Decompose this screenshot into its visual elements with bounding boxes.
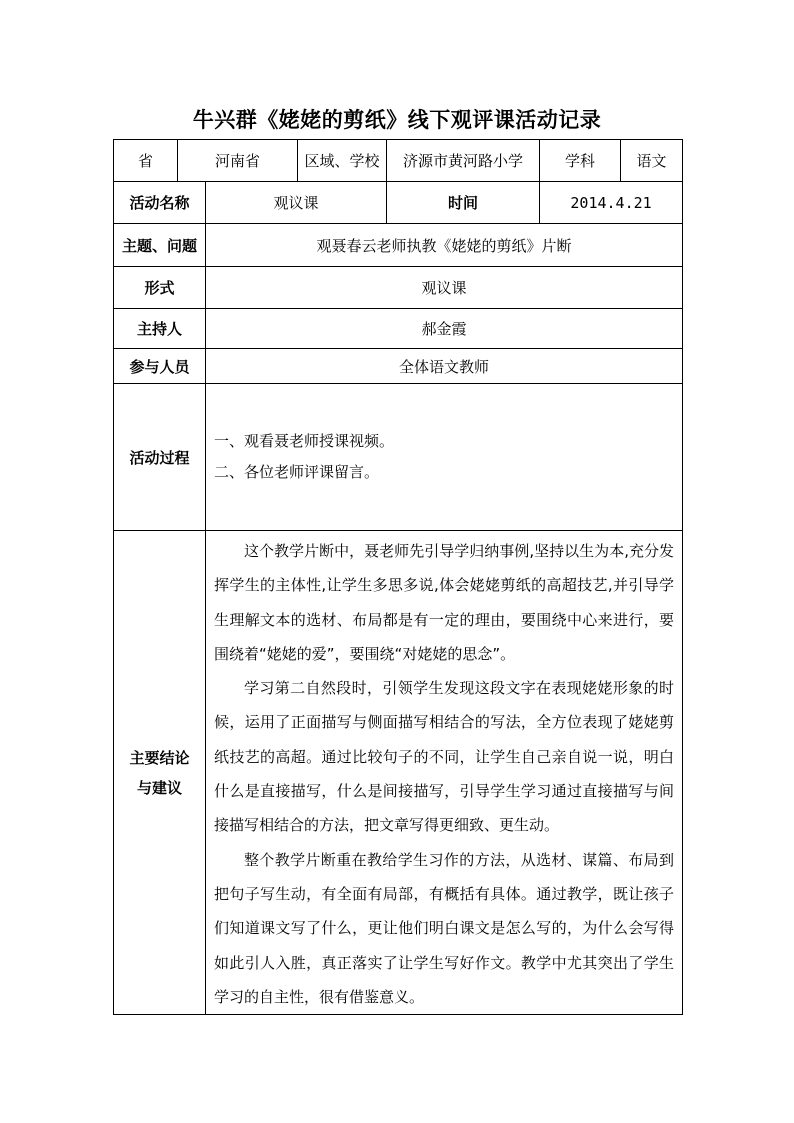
row-activity xyxy=(114,182,683,224)
process-items xyxy=(206,384,683,531)
time-label: 时间 xyxy=(387,182,540,224)
activity-record-table xyxy=(113,139,683,1015)
participants-label: 参与人员 xyxy=(114,349,206,384)
row-process xyxy=(114,384,683,531)
row-participants xyxy=(114,349,683,384)
conclusion-label xyxy=(114,531,206,1015)
conclusion-paragraph: 学习第二自然段时，引领学生发现这段文字在表现姥姥形象的时候，运用了正面描写与侧面描写相结合的写法，全方位表现了姥姥剪纸技艺的高超。通过比较句子的不同，让学生自己亲自说一说，明白什么是直接描写，什么是间接描写，引导学生学习通过直接描写与间接描写相结合的方法，把文章写得更细致、更生动。 xyxy=(214,679,675,835)
subject-value: 语文 xyxy=(621,140,683,182)
conclusion-paragraph: 整个教学片断重在教给学生习作的方法，从选材、谋篇、布局到把句子写生动，有全面有局部，有概括有具体。通过教学，既让孩子们知道课文写了什么，更让他们明白课文是怎么写的，为什么会写得如此引人入胜，真正落实了让学生写好作文。教学中尤其突出了学生学习的自主性，很有借鉴意义。 xyxy=(214,850,675,1006)
conclusion-label-line: 主要结论 xyxy=(129,748,190,767)
row-topic xyxy=(114,224,683,267)
area-label: 区域、学校 xyxy=(298,140,387,182)
process-item: 二、各位老师评课留言。 xyxy=(214,463,380,481)
host-value: 郝金霞 xyxy=(206,309,683,349)
process-item: 一、观看聂老师授课视频。 xyxy=(214,432,395,450)
row-form xyxy=(114,267,683,309)
subject-label: 学科 xyxy=(540,140,621,182)
process-label: 活动过程 xyxy=(114,384,206,531)
province-value: 河南省 xyxy=(178,140,298,182)
row-location xyxy=(114,140,683,182)
form-label: 形式 xyxy=(114,267,206,309)
form-value: 观议课 xyxy=(206,267,683,309)
row-host xyxy=(114,309,683,349)
province-label: 省 xyxy=(114,140,178,182)
activity-name-value: 观议课 xyxy=(206,182,387,224)
host-label: 主持人 xyxy=(114,309,206,349)
participants-value: 全体语文教师 xyxy=(206,349,683,384)
topic-label: 主题、问题 xyxy=(114,224,206,267)
row-conclusion xyxy=(114,531,683,1015)
topic-value: 观聂春云老师执教《姥姥的剪纸》片断 xyxy=(206,224,683,267)
time-value: 2014.4.21 xyxy=(540,182,683,224)
document-title: 牛兴群《姥姥的剪纸》线下观评课活动记录 xyxy=(192,108,602,132)
area-value: 济源市黄河路小学 xyxy=(387,140,540,182)
conclusion-paragraph: 这个教学片断中，聂老师先引导学归纳事例,坚持以生为本,充分发挥学生的主体性,让学生多思多说,体会姥姥剪纸的高超技艺,并引导学生理解文本的选材、布局都是有一定的理由，要围绕中心来进行，要围绕着“姥姥的爱”，要围绕“对姥姥的思念”。 xyxy=(214,542,675,663)
conclusion-label-line: 与建议 xyxy=(136,778,182,797)
conclusion-text xyxy=(206,531,683,1015)
activity-name-label: 活动名称 xyxy=(114,182,206,224)
